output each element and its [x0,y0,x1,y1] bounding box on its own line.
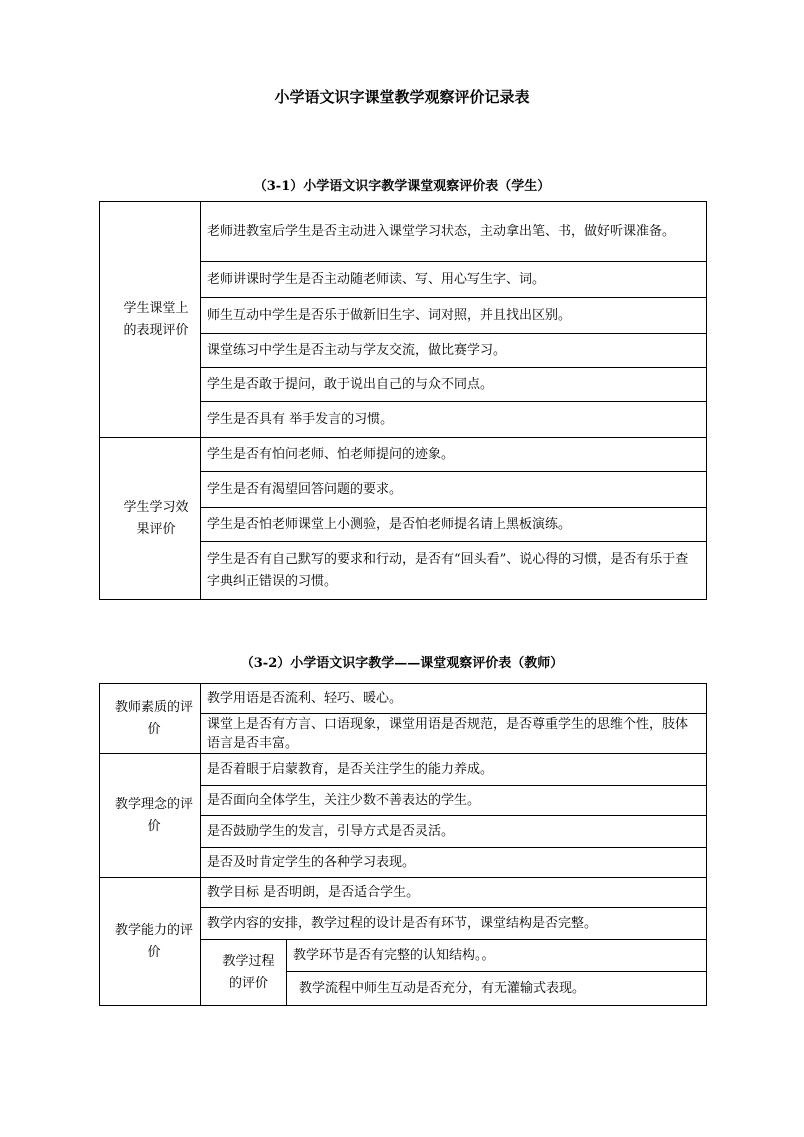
criterion-cell: 师生互动中学生是否乐于做新旧生字、词对照，并且找出区别。 [201,298,707,334]
criterion-cell: 课堂练习中学生是否主动与学友交流，做比赛学习。 [201,334,707,368]
document-title: 小学语文识字课堂教学观察评价记录表 [274,88,530,106]
criterion-cell: 是否着眼于启蒙教育，是否关注学生的能力养成。 [201,754,707,786]
teacher-evaluation-table [99,683,707,1006]
category-label: 教师素质的评价 [114,699,193,737]
table-row [100,878,707,908]
category-cell [100,684,201,754]
student-table-title: （3-1）小学语文识字教学课堂观察评价表（学生） [253,179,551,194]
category-label: 学生学习效果评价 [123,499,189,537]
criterion-cell: 教学内容的安排，教学过程的设计是否有环节，课堂结构是否完整。 [201,908,707,940]
criterion-cell: 学生是否敢于提问，敢于说出自己的与众不同点。 [201,368,707,402]
teacher-table-title: （3-2）小学语文识字教学——课堂观察评价表（教师） [240,656,564,671]
criterion-cell: 教学目标 是否明朗，是否适合学生。 [201,878,707,908]
subcategory-label: 教学过程的评价 [222,953,275,991]
criterion-cell: 课堂上是否有方言、口语现象，课堂用语是否规范，是否尊重学生的思维个性，肢体语言是否丰富。 [201,714,707,754]
table-row [100,202,707,262]
category-label: 学生课堂上的表现评价 [123,300,189,338]
criterion-cell: 教学环节是否有完整的认知结构。。 [287,940,707,972]
category-cell [100,438,201,600]
subcategory-cell [201,940,287,1006]
criterion-cell: 老师进教室后学生是否主动进入课堂学习状态，主动拿出笔、书，做好听课准备。 [201,202,707,262]
criterion-cell: 是否面向全体学生，关注少数不善表达的学生。 [201,786,707,816]
category-label: 教学能力的评价 [114,922,193,960]
criterion-cell: 学生是否有自己默写的要求和行动，是否有“回头看”、说心得的习惯，是否有乐于查字典纠正错误的习惯。 [201,542,707,600]
criterion-cell: 学生是否怕老师课堂上小测验，是否怕老师提名请上黑板演练。 [201,508,707,542]
table-row [100,438,707,472]
table-row [100,754,707,786]
category-cell [100,202,201,438]
criterion-cell: 教学用语是否流利、轻巧、暖心。 [201,684,707,714]
category-cell [100,754,201,878]
table-row [100,684,707,714]
student-evaluation-table [99,201,707,600]
criterion-cell: 老师讲课时学生是否主动随老师读、写、用心写生字、词。 [201,262,707,298]
criterion-cell: 学生是否具有 举手发言的习惯。 [201,402,707,438]
criterion-cell: 教学流程中师生互动是否充分，有无灌输式表现。 [287,972,707,1006]
category-label: 教学理念的评价 [114,796,193,834]
criterion-cell: 学生是否有怕问老师、怕老师提问的迹象。 [201,438,707,472]
category-cell [100,878,201,1006]
criterion-cell: 是否及时肯定学生的各种学习表现。 [201,848,707,878]
criterion-cell: 是否鼓励学生的发言，引导方式是否灵活。 [201,816,707,848]
criterion-cell: 学生是否有渴望回答问题的要求。 [201,472,707,508]
